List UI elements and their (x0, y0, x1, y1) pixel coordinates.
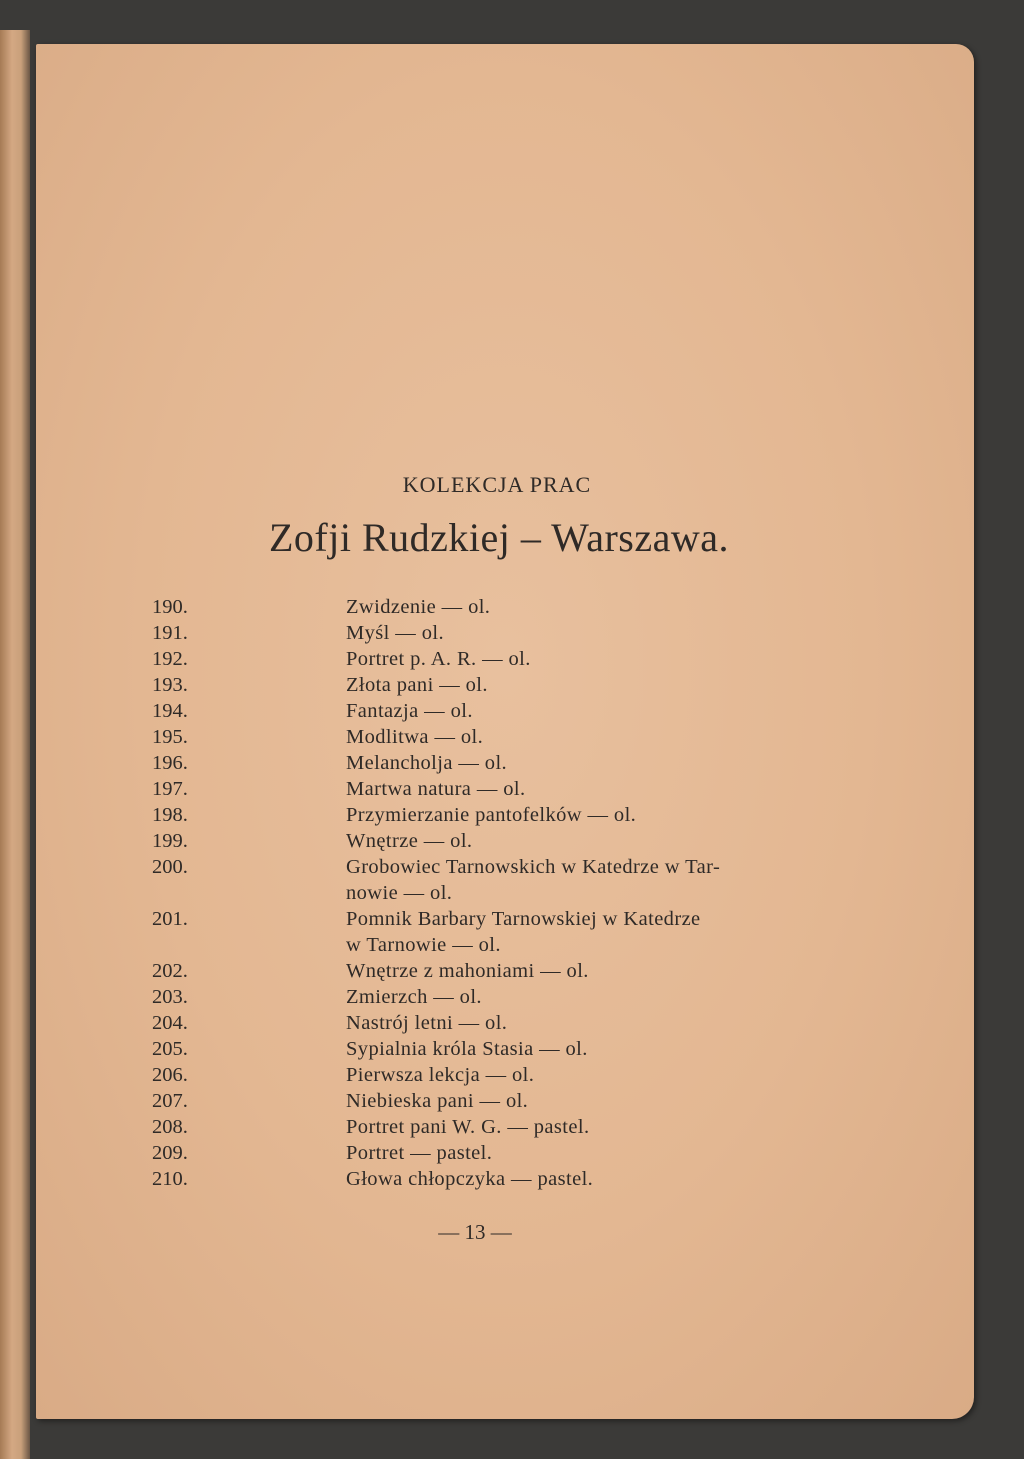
entry-title: Martwa natura — ol. (346, 778, 526, 800)
catalog-entry (36, 1166, 974, 1192)
entry-title: Głowa chłopczyka — pastel. (346, 1168, 594, 1190)
catalog-entry (36, 594, 974, 620)
entry-title: Niebieska pani — ol. (346, 1090, 529, 1112)
catalog-entry (36, 802, 974, 828)
catalog-entry (36, 1114, 974, 1140)
entry-title: Fantazja — ol. (346, 700, 473, 722)
collection-heading: KOLEKCJA PRAC (402, 472, 592, 497)
entry-number: 202. (152, 960, 188, 982)
entry-number: 193. (152, 674, 188, 696)
entry-title: Przymierzanie pantofelków — ol. (346, 804, 637, 826)
entry-number: 205. (152, 1038, 188, 1060)
entry-number: 204. (152, 1012, 188, 1034)
entry-number: 209. (152, 1142, 188, 1164)
entry-title: Myśl — ol. (346, 622, 444, 644)
entry-number: 196. (152, 752, 188, 774)
entry-number: 192. (152, 648, 188, 670)
entry-title: Zwidzenie — ol. (346, 596, 491, 618)
entry-title: Wnętrze z mahoniami — ol. (346, 960, 589, 982)
catalog-entry (36, 724, 974, 750)
catalog-entry (36, 698, 974, 724)
catalog-entry (36, 1062, 974, 1088)
catalog-entry (36, 646, 974, 672)
entry-number: 191. (152, 622, 188, 644)
catalog-entry (36, 854, 974, 906)
entry-title: Portret pani W. G. — pastel. (346, 1116, 590, 1138)
entry-title-line: Pomnik Barbary Tarnowskiej w Katedrze (346, 908, 701, 930)
catalog-list (36, 594, 974, 1192)
entry-title: Modlitwa — ol. (346, 726, 484, 748)
entry-title: Portret p. A. R. — ol. (346, 648, 531, 670)
entry-title: Wnętrze — ol. (346, 830, 473, 852)
catalog-entry (36, 828, 974, 854)
entry-title: Nastrój letni — ol. (346, 1012, 508, 1034)
entry-number: 208. (152, 1116, 188, 1138)
entry-number: 200. (152, 856, 188, 878)
entry-number: 203. (152, 986, 188, 1008)
entry-title-continuation: nowie — ol. (346, 882, 453, 904)
catalog-entry (36, 984, 974, 1010)
entry-title: Portret — pastel. (346, 1142, 493, 1164)
catalog-entry (36, 672, 974, 698)
catalog-entry (36, 1140, 974, 1166)
entry-title (346, 906, 786, 958)
entry-title: Melancholja — ol. (346, 752, 508, 774)
catalog-entry (36, 1036, 974, 1062)
catalog-entry (36, 620, 974, 646)
catalog-entry (36, 1088, 974, 1114)
artist-heading: Zofji Rudzkiej – Warszawa. (268, 515, 729, 560)
entry-number: 201. (152, 908, 188, 930)
entry-number: 206. (152, 1064, 188, 1086)
entry-title: Sypialnia króla Stasia — ol. (346, 1038, 588, 1060)
entry-number: 207. (152, 1090, 188, 1112)
entry-number: 199. (152, 830, 188, 852)
entry-title: Pierwsza lekcja — ol. (346, 1064, 535, 1086)
entry-number: 197. (152, 778, 188, 800)
catalog-entry (36, 1010, 974, 1036)
entry-title-line: Grobowiec Tarnowskich w Katedrze w Tar- (346, 856, 721, 878)
entry-number: 198. (152, 804, 188, 826)
entry-title: Złota pani — ol. (346, 674, 488, 696)
entry-title: Zmierzch — ol. (346, 986, 482, 1008)
catalog-entry (36, 958, 974, 984)
catalog-entry (36, 906, 974, 958)
entry-number: 194. (152, 700, 188, 722)
entry-title-continuation: w Tarnowie — ol. (346, 934, 501, 956)
entry-number: 210. (152, 1168, 188, 1190)
book-page (36, 44, 974, 1419)
catalog-entry (36, 750, 974, 776)
catalog-entry (36, 776, 974, 802)
page-number: — 13 — (438, 1220, 512, 1244)
entry-number: 195. (152, 726, 188, 748)
entry-number: 190. (152, 596, 188, 618)
entry-title (346, 854, 786, 906)
